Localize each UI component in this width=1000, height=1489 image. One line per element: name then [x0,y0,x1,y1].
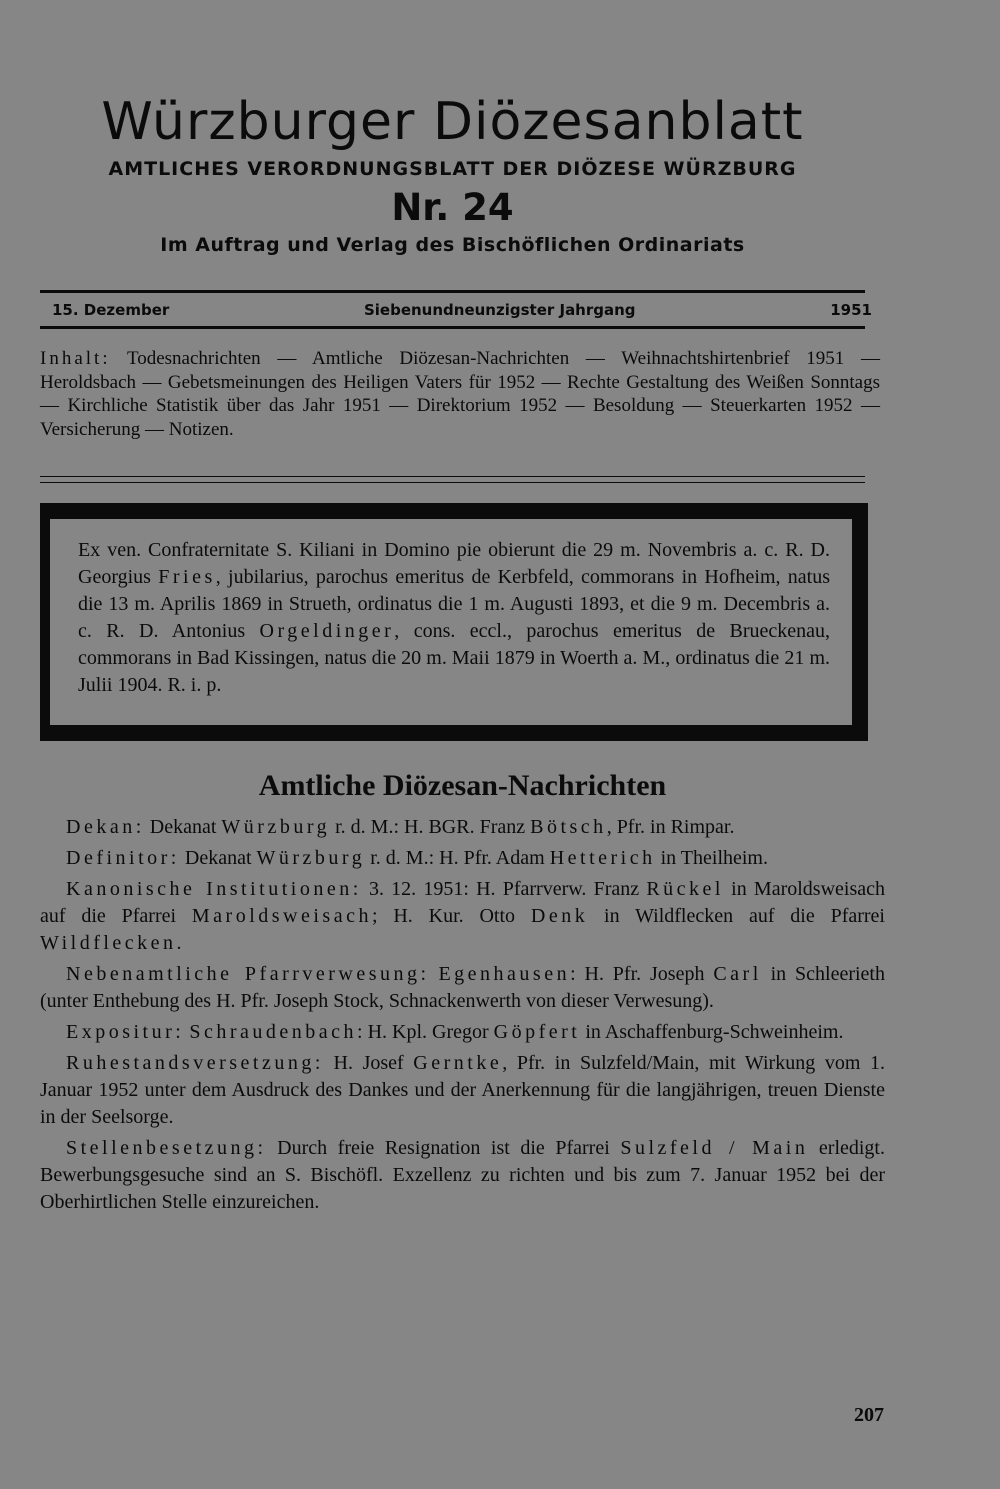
news-entries [40,814,885,1220]
entry-label: Definitor: [66,847,180,869]
masthead [40,92,865,256]
entry-place: Schraudenbach [189,1021,358,1043]
entry-kanonische-institutionen [40,876,885,957]
obituary-text [78,537,830,699]
entry-name: Gerntke [413,1052,503,1074]
entry-text: in Theilheim. [655,847,768,869]
obituary-name: Orgeldinger [259,620,395,642]
entry-text: in Wildflecken auf die Pfarrei [588,905,885,927]
entry-nebenamtliche-pfarrverwesung [40,961,885,1015]
entry-text: in Aschaffenburg-Schweinheim. [580,1021,844,1043]
entry-label: Stellenbesetzung: [66,1137,267,1159]
entry-text: , Pfr. in Sulzfeld/Main, mit Wirkung vom 1. Januar 1952 unter dem Ausdruck des Dankes und der Anerkennung für die langjährigen, treuen Dienste in der Seelsorge. [40,1052,885,1128]
entry-expositur [40,1019,885,1046]
entry-text: r. d. M.: H. BGR. Franz [330,816,531,838]
entry-text: erledigt. Bewerbungsgesuche sind an S. Bischöfl. Exzellenz zu richten und bis zum 7. Januar 1952 bei der Oberhirtlichen Stelle einzureichen. [40,1137,885,1213]
entry-place: Würzburg [221,816,331,838]
entry-label: Kanonische Institutionen: [66,878,362,900]
dateline [52,301,872,319]
publisher-line: Im Auftrag und Verlag des Bischöflichen Ordinariats [160,234,745,256]
obituary-part: , jubilarius, parochus emeritus de Kerbfeld, commorans in Hofheim, natus die 13 m. Aprilis 1869 in Strueth, ordinatus die 1 m. Augusti 1893, et die 9 m. Decembris a. c. R. D. Antonius [78,566,830,642]
header-rule-top [40,290,865,293]
publication-subtitle: AMTLICHES VERORDNUNGSBLATT DER DIÖZESE WÜRZBURG [108,158,797,180]
entry-label: Ruhestandsversetzung: [66,1052,324,1074]
entry-name: Denk [530,905,589,927]
entry-name: Rückel [646,878,724,900]
issue-year: 1951 [830,301,872,319]
entry-place: Egenhausen [438,963,571,985]
contents-label: Inhalt: [40,348,111,369]
entry-label: Nebenamtliche Pfarrverwesung: [66,963,430,985]
obituary-part: Ex ven. Confraternitate S. Kiliani in Domino pie obierunt die 29 m. Novembris a. c. R. D. Georgius [78,539,830,588]
entry-text: : H. Kpl. Gregor [357,1021,494,1043]
contents-text: Todesnachrichten — Amtliche Diözesan-Nachrichten — Weihnachtshirtenbrief 1951 — Heroldsbach — Gebetsmeinungen des Heiligen Vaters für 1952 — Rechte Gestaltung des Weißen Sonntags — Kirchliche Statistik über das Jahr 1951 — Direktorium 1952 — Besoldung — Steuerkarten 1952 — Versicherung — Notizen. [40,348,880,440]
entry-text: : H. Pfr. Joseph [570,963,714,985]
entry-name: Carl [713,963,762,985]
issue-date: 15. Dezember [52,301,170,319]
entry-stellenbesetzung [40,1135,885,1216]
entry-text: . [176,932,182,954]
entry-place: Sulzfeld / Main [620,1137,809,1159]
entry-definitor [40,845,885,872]
contents-rule-1 [40,476,865,477]
table-of-contents [40,347,880,441]
section-heading: Amtliche Diözesan-Nachrichten [258,769,667,802]
entry-text: r. d. M.: H. Pfr. Adam [365,847,550,869]
obituary-part: , cons. eccl., parochus emeritus de Brueckenau, commorans in Bad Kissingen, natus die 20 m. Maii 1879 in Woerth a. M., ordinatus die 21 m. Julii 1904. R. i. p. [78,620,831,696]
header-rule-bottom [40,326,865,329]
volume-label: Siebenundneunzigster Jahrgang [363,301,636,319]
entry-place: Würzburg [256,847,366,869]
obituary-name: Fries [158,566,216,588]
entry-text: Durch freie Resignation ist die Pfarrei [266,1137,621,1159]
entry-ruhestandsversetzung [40,1050,885,1131]
entry-name: Hetterich [549,847,656,869]
entry-dekan [40,814,885,841]
entry-text: in Schleerieth (unter Enthebung des H. Pfr. Joseph Stock, Schnackenwerth von dieser Verwesung). [40,963,885,1012]
entry-text: , Pfr. in Rimpar. [606,816,735,838]
entry-text: 3. 12. 1951: H. Pfarrverw. Franz [361,878,647,900]
issue-number: Nr. 24 [391,186,514,229]
entry-text: H. Josef [323,1052,414,1074]
entry-name: Göpfert [493,1021,581,1043]
entry-name: Bötsch [530,816,607,838]
entry-text: Dekanat [144,816,222,838]
entry-text: Dekanat [179,847,257,869]
obituary-box [40,503,868,741]
publication-title: Würzburger Diözesanblatt [101,92,804,152]
entry-label: Dekan: [66,816,145,838]
contents-rule-2 [40,482,865,483]
page-number: 207 [854,1404,884,1426]
entry-text: ; H. Kur. Otto [371,905,531,927]
entry-place: Maroldsweisach [191,905,372,927]
entry-text: in Maroldsweisach auf die Pfarrei [40,878,885,927]
entry-label: Expositur: [66,1021,185,1043]
entry-place: Wildflecken [40,932,177,954]
